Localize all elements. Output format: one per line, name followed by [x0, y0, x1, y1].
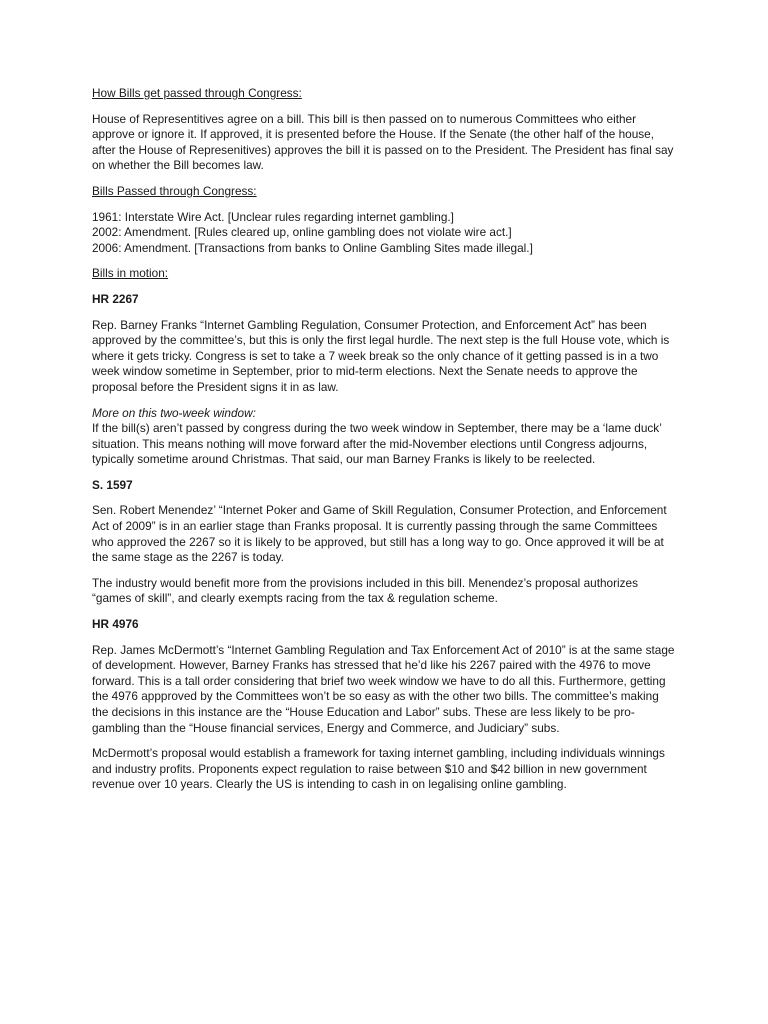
- hr2267-heading: HR 2267: [92, 291, 139, 306]
- hr2267-paragraph: Rep. Barney Franks “Internet Gambling Regulation, Consumer Protection, and Enforcement Act” has been approved by the committee’s, but this is only the first legal hurdle. The next step is the full House vote, which is where it gets tricky. Congress is set to take a 7 week break so the only chance of it getting passed is in a two week window sometime in September, prior to mid-term elections. Next the Senate needs to approve the proposal before the President signs it in as law.: [92, 317, 670, 394]
- s1597-heading: S. 1597: [92, 477, 133, 492]
- list-item: 2002: Amendment. [Rules cleared up, online gambling does not violate wire act.]: [92, 225, 512, 240]
- s1597-paragraph: Sen. Robert Menendez’ “Internet Poker and Game of Skill Regulation, Consumer Protection, and Enforcement Act of 2009” is in an earlier stage than Franks proposal. It is currently passing through the same Committees who approved the 2267 so it is likely to be approved, but still has a long way to go. Once approved it will be at the same stage as the 2267 is today.: [92, 503, 667, 565]
- hr4976-tax-paragraph: McDermott’s proposal would establish a framework for taxing internet gambling, including individuals winnings and industry profits. Proponents expect regulation to raise between $10 and $42 billion in new government revenue over 10 years. Clearly the US is intending to cash in on legalising online gambling.: [92, 746, 665, 792]
- list-item: 1961: Interstate Wire Act. [Unclear rules regarding internet gambling.]: [92, 209, 454, 224]
- bills-passed-heading: Bills Passed through Congress:: [92, 183, 257, 198]
- two-week-window-heading: More on this two-week window:: [92, 405, 256, 420]
- two-week-window-paragraph: If the bill(s) aren’t passed by congress during the two week window in September, there may be a ‘lame duck’ situation. This means nothing will move forward after the mid-November elections until Congress adjourns, typically sometime around Christmas. That said, our man Barney Franks is likely to be reelected.: [92, 421, 662, 467]
- list-item: 2006: Amendment. [Transactions from banks to Online Gambling Sites made illegal.]: [92, 240, 533, 255]
- document-title: How Bills get passed through Congress:: [92, 86, 302, 100]
- intro-paragraph: House of Representitives agree on a bill. This bill is then passed on to numerous Committees who either approve or ignore it. If approved, it is presented before the House. If the Senate (the other half of the house, after the House of Represenitives) approves the bill it is passed on to the President. The President has final say on whether the Bill becomes law.: [92, 111, 674, 173]
- two-week-window-section: [92, 406, 676, 468]
- bills-passed-list: [92, 210, 676, 257]
- s1597-benefit-paragraph: The industry would benefit more from the provisions included in this bill. Menendez’s proposal authorizes “games of skill”, and clearly exempts racing from the tax & regulation scheme.: [92, 575, 639, 606]
- bills-in-motion-heading: Bills in motion:: [92, 266, 169, 281]
- hr4976-paragraph: Rep. James McDermott’s “Internet Gambling Regulation and Tax Enforcement Act of 2010” is at the same stage of development. However, Barney Franks has stressed that he’d like his 2267 paired with the 4976 to move forward. This is a tall order considering that brief two week window we have to do all this. Furthermore, getting the 4976 appproved by the Committees won’t be so easy as with the other two bills. The committee’s making the decisions in this instance are the “House Education and Labor” subs. These are less likely to be pro-gambling than the “House financial services, Energy and Commerce, and Judiciary” subs.: [92, 642, 675, 735]
- hr4976-heading: HR 4976: [92, 617, 139, 632]
